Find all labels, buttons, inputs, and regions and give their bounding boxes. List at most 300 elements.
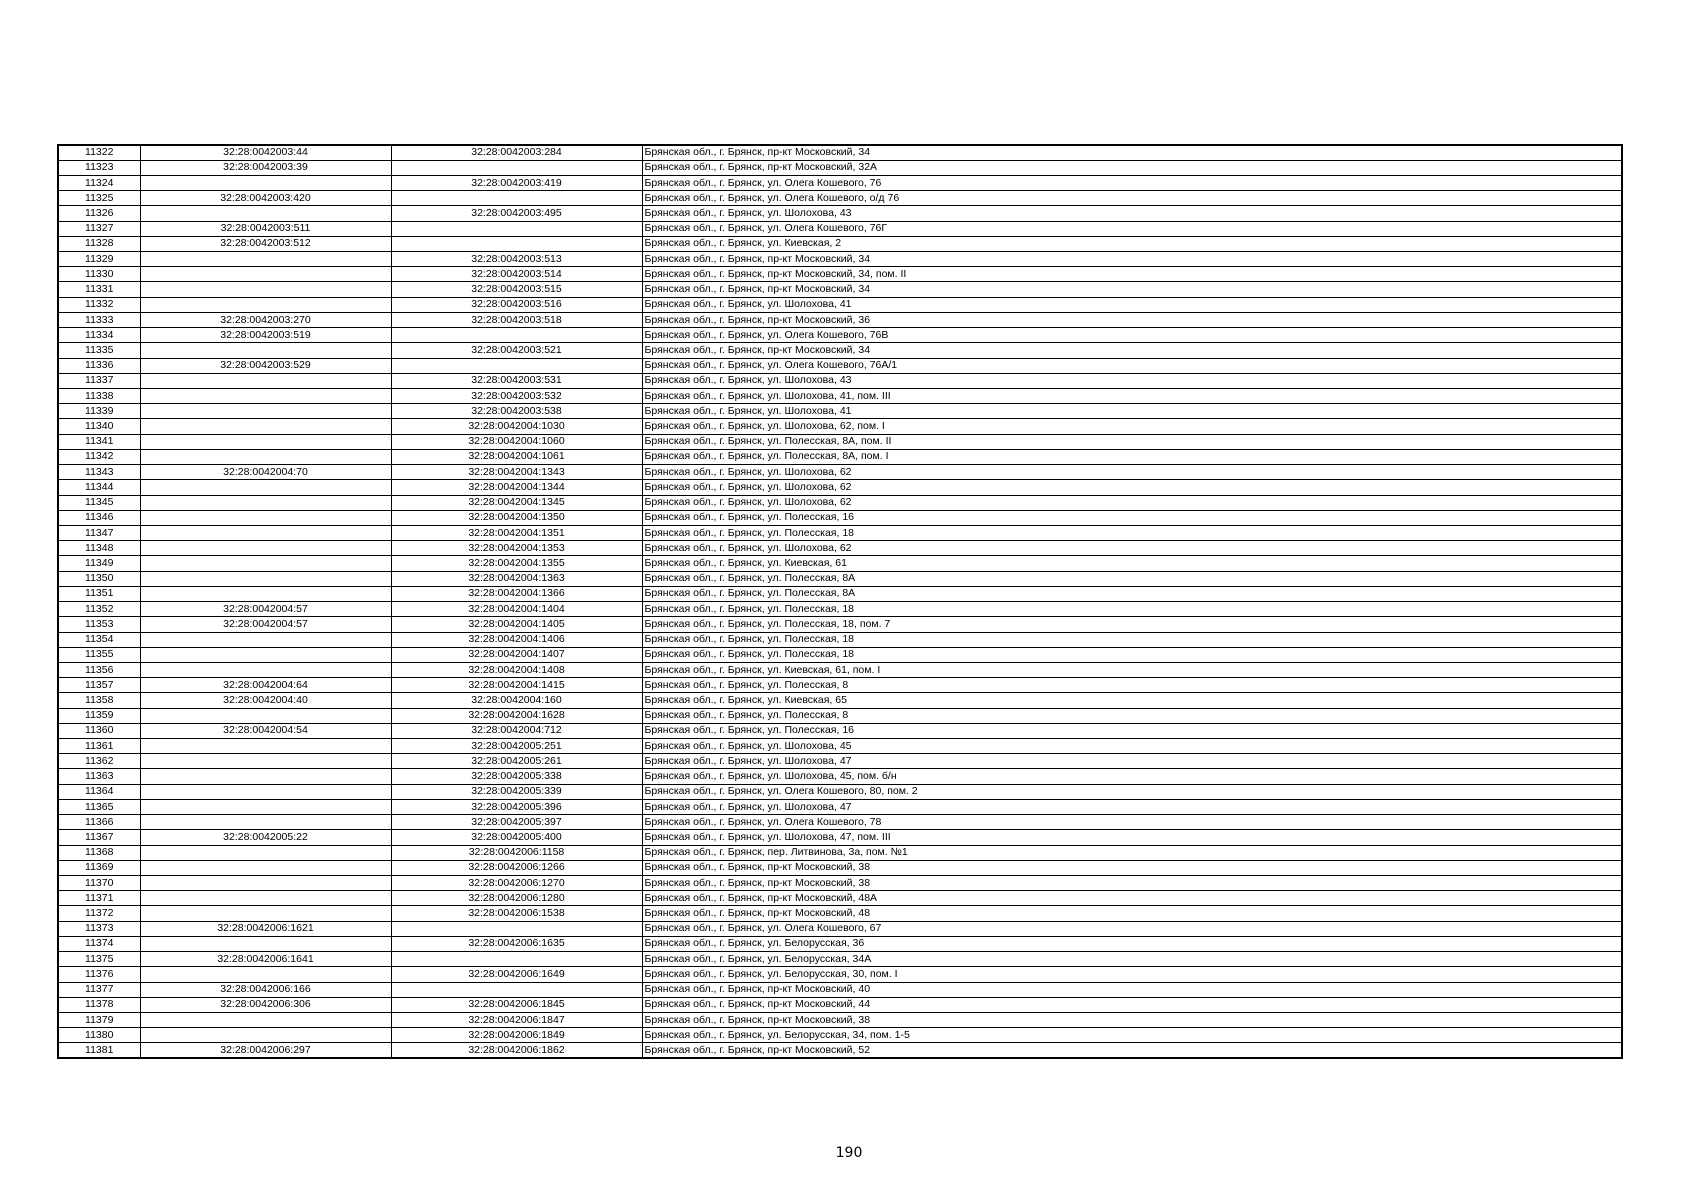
object-cadastral-number-cell: 32:28:0042004:1345 <box>391 495 642 510</box>
address-cell: Брянская обл., г. Брянск, ул. Шолохова, 62 <box>642 541 1622 556</box>
address-cell: Брянская обл., г. Брянск, ул. Полесская, 18 <box>642 632 1622 647</box>
table-row <box>58 678 1622 693</box>
object-cadastral-number-cell: 32:28:0042005:261 <box>391 754 642 769</box>
row-number-cell: 11352 <box>58 602 140 617</box>
cadastral-number-cell: 32:28:0042006:166 <box>140 982 391 997</box>
cadastral-number-cell: 32:28:0042006:297 <box>140 1043 391 1058</box>
table-row <box>58 784 1622 799</box>
table-row <box>58 252 1622 267</box>
object-cadastral-number-cell: 32:28:0042003:515 <box>391 282 642 297</box>
object-cadastral-number-cell <box>391 236 642 251</box>
table-row <box>58 952 1622 967</box>
table-row <box>58 449 1622 464</box>
address-cell: Брянская обл., г. Брянск, ул. Полесская, 18 <box>642 647 1622 662</box>
object-cadastral-number-cell: 32:28:0042004:1628 <box>391 708 642 723</box>
table-row <box>58 510 1622 525</box>
row-number-cell: 11371 <box>58 891 140 906</box>
cadastral-number-cell: 32:28:0042005:22 <box>140 830 391 845</box>
address-cell: Брянская обл., г. Брянск, ул. Олега Кошевого, 76 <box>642 175 1622 190</box>
address-cell: Брянская обл., г. Брянск, ул. Киевская, 61, пом. I <box>642 662 1622 677</box>
cadastral-number-cell <box>140 769 391 784</box>
object-cadastral-number-cell: 32:28:0042004:1408 <box>391 662 642 677</box>
cadastral-number-cell <box>140 510 391 525</box>
object-cadastral-number-cell: 32:28:0042003:284 <box>391 145 642 160</box>
object-cadastral-number-cell: 32:28:0042006:1845 <box>391 997 642 1012</box>
address-cell: Брянская обл., г. Брянск, пер. Литвинова, 3а, пом. №1 <box>642 845 1622 860</box>
object-cadastral-number-cell: 32:28:0042003:495 <box>391 206 642 221</box>
address-cell: Брянская обл., г. Брянск, пр-кт Московский, 36 <box>642 312 1622 327</box>
cadastral-number-cell: 32:28:0042004:57 <box>140 617 391 632</box>
row-number-cell: 11324 <box>58 175 140 190</box>
registry-table-body <box>58 145 1622 1058</box>
cadastral-number-cell <box>140 252 391 267</box>
cadastral-number-cell <box>140 267 391 282</box>
row-number-cell: 11350 <box>58 571 140 586</box>
cadastral-number-cell <box>140 343 391 358</box>
object-cadastral-number-cell: 32:28:0042003:532 <box>391 389 642 404</box>
table-row <box>58 525 1622 540</box>
row-number-cell: 11380 <box>58 1028 140 1043</box>
row-number-cell: 11353 <box>58 617 140 632</box>
table-row <box>58 541 1622 556</box>
table-row <box>58 556 1622 571</box>
address-cell: Брянская обл., г. Брянск, ул. Олега Кошевого, 76А/1 <box>642 358 1622 373</box>
object-cadastral-number-cell: 32:28:0042004:1404 <box>391 602 642 617</box>
row-number-cell: 11335 <box>58 343 140 358</box>
address-cell: Брянская обл., г. Брянск, ул. Шолохова, 47 <box>642 754 1622 769</box>
address-cell: Брянская обл., г. Брянск, пр-кт Московский, 34 <box>642 145 1622 160</box>
object-cadastral-number-cell: 32:28:0042006:1158 <box>391 845 642 860</box>
cadastral-number-cell: 32:28:0042004:54 <box>140 723 391 738</box>
address-cell: Брянская обл., г. Брянск, ул. Шолохова, 41, пом. III <box>642 389 1622 404</box>
address-cell: Брянская обл., г. Брянск, пр-кт Московский, 34, пом. II <box>642 267 1622 282</box>
address-cell: Брянская обл., г. Брянск, ул. Полесская, 16 <box>642 723 1622 738</box>
object-cadastral-number-cell: 32:28:0042003:538 <box>391 404 642 419</box>
row-number-cell: 11344 <box>58 480 140 495</box>
cadastral-number-cell <box>140 434 391 449</box>
cadastral-number-cell: 32:28:0042003:39 <box>140 160 391 175</box>
row-number-cell: 11369 <box>58 860 140 875</box>
cadastral-number-cell <box>140 297 391 312</box>
cadastral-number-cell <box>140 876 391 891</box>
row-number-cell: 11339 <box>58 404 140 419</box>
cadastral-number-cell <box>140 419 391 434</box>
table-row <box>58 693 1622 708</box>
table-row <box>58 815 1622 830</box>
object-cadastral-number-cell: 32:28:0042006:1862 <box>391 1043 642 1058</box>
row-number-cell: 11322 <box>58 145 140 160</box>
row-number-cell: 11349 <box>58 556 140 571</box>
table-row <box>58 799 1622 814</box>
row-number-cell: 11354 <box>58 632 140 647</box>
registry-table <box>57 144 1623 1059</box>
address-cell: Брянская обл., г. Брянск, пр-кт Московский, 38 <box>642 876 1622 891</box>
object-cadastral-number-cell: 32:28:0042005:400 <box>391 830 642 845</box>
row-number-cell: 11332 <box>58 297 140 312</box>
row-number-cell: 11323 <box>58 160 140 175</box>
table-row <box>58 982 1622 997</box>
address-cell: Брянская обл., г. Брянск, ул. Олега Кошевого, 80, пом. 2 <box>642 784 1622 799</box>
address-cell: Брянская обл., г. Брянск, ул. Полесская, 8А, пом. II <box>642 434 1622 449</box>
address-cell: Брянская обл., г. Брянск, ул. Белорусская, 34А <box>642 952 1622 967</box>
row-number-cell: 11368 <box>58 845 140 860</box>
cadastral-number-cell: 32:28:0042003:529 <box>140 358 391 373</box>
row-number-cell: 11364 <box>58 784 140 799</box>
row-number-cell: 11358 <box>58 693 140 708</box>
address-cell: Брянская обл., г. Брянск, ул. Олега Кошевого, 67 <box>642 921 1622 936</box>
row-number-cell: 11367 <box>58 830 140 845</box>
cadastral-number-cell <box>140 480 391 495</box>
row-number-cell: 11381 <box>58 1043 140 1058</box>
row-number-cell: 11330 <box>58 267 140 282</box>
row-number-cell: 11345 <box>58 495 140 510</box>
cadastral-number-cell <box>140 1028 391 1043</box>
row-number-cell: 11365 <box>58 799 140 814</box>
row-number-cell: 11346 <box>58 510 140 525</box>
row-number-cell: 11328 <box>58 236 140 251</box>
row-number-cell: 11341 <box>58 434 140 449</box>
object-cadastral-number-cell: 32:28:0042006:1538 <box>391 906 642 921</box>
address-cell: Брянская обл., г. Брянск, ул. Белорусская, 36 <box>642 936 1622 951</box>
object-cadastral-number-cell: 32:28:0042004:1061 <box>391 449 642 464</box>
table-row <box>58 967 1622 982</box>
cadastral-number-cell: 32:28:0042006:1641 <box>140 952 391 967</box>
address-cell: Брянская обл., г. Брянск, ул. Олега Кошевого, 76В <box>642 328 1622 343</box>
address-cell: Брянская обл., г. Брянск, ул. Полесская, 8 <box>642 678 1622 693</box>
address-cell: Брянская обл., г. Брянск, пр-кт Московский, 32А <box>642 160 1622 175</box>
cadastral-number-cell <box>140 373 391 388</box>
address-cell: Брянская обл., г. Брянск, ул. Полесская, 16 <box>642 510 1622 525</box>
cadastral-number-cell: 32:28:0042003:420 <box>140 191 391 206</box>
object-cadastral-number-cell: 32:28:0042006:1649 <box>391 967 642 982</box>
cadastral-number-cell <box>140 936 391 951</box>
table-row <box>58 997 1622 1012</box>
cadastral-number-cell <box>140 495 391 510</box>
cadastral-number-cell: 32:28:0042004:64 <box>140 678 391 693</box>
cadastral-number-cell <box>140 1012 391 1027</box>
row-number-cell: 11375 <box>58 952 140 967</box>
row-number-cell: 11376 <box>58 967 140 982</box>
row-number-cell: 11327 <box>58 221 140 236</box>
row-number-cell: 11360 <box>58 723 140 738</box>
table-row <box>58 1012 1622 1027</box>
object-cadastral-number-cell: 32:28:0042005:339 <box>391 784 642 799</box>
table-row <box>58 267 1622 282</box>
object-cadastral-number-cell: 32:28:0042004:1363 <box>391 571 642 586</box>
address-cell: Брянская обл., г. Брянск, ул. Шолохова, 62 <box>642 480 1622 495</box>
cadastral-number-cell: 32:28:0042004:57 <box>140 602 391 617</box>
row-number-cell: 11370 <box>58 876 140 891</box>
cadastral-number-cell <box>140 662 391 677</box>
table-row <box>58 191 1622 206</box>
cadastral-number-cell <box>140 860 391 875</box>
cadastral-number-cell <box>140 799 391 814</box>
row-number-cell: 11373 <box>58 921 140 936</box>
object-cadastral-number-cell: 32:28:0042003:419 <box>391 175 642 190</box>
object-cadastral-number-cell: 32:28:0042003:514 <box>391 267 642 282</box>
table-row <box>58 282 1622 297</box>
cadastral-number-cell: 32:28:0042004:40 <box>140 693 391 708</box>
address-cell: Брянская обл., г. Брянск, пр-кт Московский, 48А <box>642 891 1622 906</box>
row-number-cell: 11334 <box>58 328 140 343</box>
cadastral-number-cell <box>140 647 391 662</box>
row-number-cell: 11343 <box>58 465 140 480</box>
address-cell: Брянская обл., г. Брянск, пр-кт Московский, 38 <box>642 1012 1622 1027</box>
object-cadastral-number-cell: 32:28:0042006:1266 <box>391 860 642 875</box>
cadastral-number-cell <box>140 556 391 571</box>
cadastral-number-cell <box>140 541 391 556</box>
address-cell: Брянская обл., г. Брянск, ул. Олега Кошевого, 76Г <box>642 221 1622 236</box>
address-cell: Брянская обл., г. Брянск, ул. Полесская, 8А, пом. I <box>642 449 1622 464</box>
cadastral-number-cell <box>140 404 391 419</box>
object-cadastral-number-cell: 32:28:0042004:160 <box>391 693 642 708</box>
cadastral-number-cell <box>140 389 391 404</box>
row-number-cell: 11340 <box>58 419 140 434</box>
row-number-cell: 11379 <box>58 1012 140 1027</box>
table-row <box>58 876 1622 891</box>
cadastral-number-cell: 32:28:0042003:270 <box>140 312 391 327</box>
object-cadastral-number-cell: 32:28:0042004:1355 <box>391 556 642 571</box>
object-cadastral-number-cell: 32:28:0042005:397 <box>391 815 642 830</box>
table-row <box>58 1043 1622 1058</box>
cadastral-number-cell <box>140 967 391 982</box>
table-row <box>58 617 1622 632</box>
address-cell: Брянская обл., г. Брянск, ул. Шолохова, 43 <box>642 206 1622 221</box>
table-row <box>58 602 1622 617</box>
address-cell: Брянская обл., г. Брянск, ул. Шолохова, 41 <box>642 404 1622 419</box>
row-number-cell: 11361 <box>58 739 140 754</box>
object-cadastral-number-cell <box>391 921 642 936</box>
object-cadastral-number-cell: 32:28:0042004:1353 <box>391 541 642 556</box>
table-row <box>58 312 1622 327</box>
address-cell: Брянская обл., г. Брянск, пр-кт Московский, 38 <box>642 860 1622 875</box>
address-cell: Брянская обл., г. Брянск, ул. Шолохова, 45 <box>642 739 1622 754</box>
object-cadastral-number-cell: 32:28:0042004:1344 <box>391 480 642 495</box>
cadastral-number-cell <box>140 586 391 601</box>
table-row <box>58 343 1622 358</box>
address-cell: Брянская обл., г. Брянск, ул. Шолохова, 43 <box>642 373 1622 388</box>
row-number-cell: 11338 <box>58 389 140 404</box>
table-row <box>58 358 1622 373</box>
row-number-cell: 11333 <box>58 312 140 327</box>
address-cell: Брянская обл., г. Брянск, ул. Шолохова, 45, пом. б/н <box>642 769 1622 784</box>
table-row <box>58 175 1622 190</box>
table-row <box>58 708 1622 723</box>
cadastral-number-cell <box>140 906 391 921</box>
table-row <box>58 373 1622 388</box>
table-row <box>58 769 1622 784</box>
table-row <box>58 160 1622 175</box>
table-row <box>58 906 1622 921</box>
row-number-cell: 11374 <box>58 936 140 951</box>
object-cadastral-number-cell: 32:28:0042004:1366 <box>391 586 642 601</box>
address-cell: Брянская обл., г. Брянск, ул. Полесская, 18 <box>642 602 1622 617</box>
address-cell: Брянская обл., г. Брянск, ул. Шолохова, 47, пом. III <box>642 830 1622 845</box>
cadastral-number-cell <box>140 891 391 906</box>
row-number-cell: 11356 <box>58 662 140 677</box>
object-cadastral-number-cell <box>391 328 642 343</box>
cadastral-number-cell: 32:28:0042003:512 <box>140 236 391 251</box>
address-cell: Брянская обл., г. Брянск, ул. Киевская, 61 <box>642 556 1622 571</box>
address-cell: Брянская обл., г. Брянск, ул. Шолохова, 62, пом. I <box>642 419 1622 434</box>
object-cadastral-number-cell: 32:28:0042004:1060 <box>391 434 642 449</box>
table-row <box>58 495 1622 510</box>
table-row <box>58 145 1622 160</box>
table-row <box>58 830 1622 845</box>
table-row <box>58 845 1622 860</box>
row-number-cell: 11378 <box>58 997 140 1012</box>
address-cell: Брянская обл., г. Брянск, ул. Олега Кошевого, 78 <box>642 815 1622 830</box>
table-row <box>58 465 1622 480</box>
object-cadastral-number-cell: 32:28:0042003:513 <box>391 252 642 267</box>
row-number-cell: 11355 <box>58 647 140 662</box>
address-cell: Брянская обл., г. Брянск, пр-кт Московский, 34 <box>642 343 1622 358</box>
row-number-cell: 11337 <box>58 373 140 388</box>
table-row <box>58 221 1622 236</box>
row-number-cell: 11347 <box>58 525 140 540</box>
table-row <box>58 419 1622 434</box>
object-cadastral-number-cell: 32:28:0042004:1406 <box>391 632 642 647</box>
address-cell: Брянская обл., г. Брянск, пр-кт Московский, 44 <box>642 997 1622 1012</box>
object-cadastral-number-cell <box>391 982 642 997</box>
row-number-cell: 11336 <box>58 358 140 373</box>
table-row <box>58 632 1622 647</box>
row-number-cell: 11331 <box>58 282 140 297</box>
address-cell: Брянская обл., г. Брянск, ул. Киевская, 2 <box>642 236 1622 251</box>
table-row <box>58 206 1622 221</box>
object-cadastral-number-cell: 32:28:0042006:1635 <box>391 936 642 951</box>
address-cell: Брянская обл., г. Брянск, пр-кт Московский, 34 <box>642 252 1622 267</box>
address-cell: Брянская обл., г. Брянск, ул. Полесская, 8А <box>642 571 1622 586</box>
object-cadastral-number-cell: 32:28:0042003:518 <box>391 312 642 327</box>
cadastral-number-cell <box>140 449 391 464</box>
row-number-cell: 11342 <box>58 449 140 464</box>
object-cadastral-number-cell: 32:28:0042005:251 <box>391 739 642 754</box>
object-cadastral-number-cell: 32:28:0042004:1405 <box>391 617 642 632</box>
address-cell: Брянская обл., г. Брянск, ул. Полесская, 8 <box>642 708 1622 723</box>
cadastral-number-cell <box>140 282 391 297</box>
cadastral-number-cell <box>140 845 391 860</box>
cadastral-number-cell <box>140 206 391 221</box>
table-row <box>58 723 1622 738</box>
row-number-cell: 11366 <box>58 815 140 830</box>
cadastral-number-cell <box>140 571 391 586</box>
address-cell: Брянская обл., г. Брянск, ул. Полесская, 18, пом. 7 <box>642 617 1622 632</box>
object-cadastral-number-cell: 32:28:0042005:338 <box>391 769 642 784</box>
cadastral-number-cell <box>140 784 391 799</box>
object-cadastral-number-cell: 32:28:0042004:1351 <box>391 525 642 540</box>
table-row <box>58 586 1622 601</box>
object-cadastral-number-cell <box>391 160 642 175</box>
address-cell: Брянская обл., г. Брянск, ул. Киевская, 65 <box>642 693 1622 708</box>
table-row <box>58 860 1622 875</box>
object-cadastral-number-cell <box>391 358 642 373</box>
address-cell: Брянская обл., г. Брянск, пр-кт Московский, 34 <box>642 282 1622 297</box>
table-row <box>58 754 1622 769</box>
cadastral-number-cell: 32:28:0042006:1621 <box>140 921 391 936</box>
table-row <box>58 389 1622 404</box>
address-cell: Брянская обл., г. Брянск, ул. Шолохова, 41 <box>642 297 1622 312</box>
cadastral-number-cell <box>140 739 391 754</box>
cadastral-number-cell <box>140 175 391 190</box>
address-cell: Брянская обл., г. Брянск, ул. Белорусская, 34, пом. 1-5 <box>642 1028 1622 1043</box>
row-number-cell: 11325 <box>58 191 140 206</box>
table-row <box>58 404 1622 419</box>
page-number: 190 <box>835 1145 863 1161</box>
cadastral-number-cell <box>140 754 391 769</box>
object-cadastral-number-cell: 32:28:0042006:1270 <box>391 876 642 891</box>
address-cell: Брянская обл., г. Брянск, пр-кт Московский, 52 <box>642 1043 1622 1058</box>
address-cell: Брянская обл., г. Брянск, ул. Олега Кошевого, о/д 76 <box>642 191 1622 206</box>
table-row <box>58 297 1622 312</box>
object-cadastral-number-cell: 32:28:0042004:712 <box>391 723 642 738</box>
address-cell: Брянская обл., г. Брянск, ул. Шолохова, 62 <box>642 465 1622 480</box>
cadastral-number-cell: 32:28:0042003:519 <box>140 328 391 343</box>
row-number-cell: 11357 <box>58 678 140 693</box>
object-cadastral-number-cell <box>391 952 642 967</box>
table-row <box>58 1028 1622 1043</box>
table-row <box>58 739 1622 754</box>
object-cadastral-number-cell: 32:28:0042003:531 <box>391 373 642 388</box>
object-cadastral-number-cell <box>391 191 642 206</box>
row-number-cell: 11348 <box>58 541 140 556</box>
address-cell: Брянская обл., г. Брянск, ул. Белорусская, 30, пом. I <box>642 967 1622 982</box>
address-cell: Брянская обл., г. Брянск, ул. Шолохова, 47 <box>642 799 1622 814</box>
row-number-cell: 11362 <box>58 754 140 769</box>
table-row <box>58 571 1622 586</box>
table-row <box>58 921 1622 936</box>
table-row <box>58 936 1622 951</box>
table-row <box>58 328 1622 343</box>
object-cadastral-number-cell: 32:28:0042004:1415 <box>391 678 642 693</box>
table-row <box>58 662 1622 677</box>
object-cadastral-number-cell: 32:28:0042006:1847 <box>391 1012 642 1027</box>
cadastral-number-cell: 32:28:0042003:44 <box>140 145 391 160</box>
row-number-cell: 11363 <box>58 769 140 784</box>
row-number-cell: 11372 <box>58 906 140 921</box>
table-row <box>58 647 1622 662</box>
address-cell: Брянская обл., г. Брянск, пр-кт Московский, 40 <box>642 982 1622 997</box>
table-row <box>58 891 1622 906</box>
object-cadastral-number-cell: 32:28:0042004:1350 <box>391 510 642 525</box>
object-cadastral-number-cell <box>391 221 642 236</box>
object-cadastral-number-cell: 32:28:0042006:1280 <box>391 891 642 906</box>
table-row <box>58 236 1622 251</box>
table-row <box>58 480 1622 495</box>
object-cadastral-number-cell: 32:28:0042003:521 <box>391 343 642 358</box>
object-cadastral-number-cell: 32:28:0042004:1030 <box>391 419 642 434</box>
cadastral-number-cell: 32:28:0042006:306 <box>140 997 391 1012</box>
table-row <box>58 434 1622 449</box>
address-cell: Брянская обл., г. Брянск, ул. Полесская, 8А <box>642 586 1622 601</box>
cadastral-number-cell <box>140 525 391 540</box>
row-number-cell: 11351 <box>58 586 140 601</box>
cadastral-number-cell <box>140 815 391 830</box>
cadastral-number-cell: 32:28:0042004:70 <box>140 465 391 480</box>
cadastral-number-cell <box>140 632 391 647</box>
row-number-cell: 11359 <box>58 708 140 723</box>
cadastral-number-cell <box>140 708 391 723</box>
object-cadastral-number-cell: 32:28:0042006:1849 <box>391 1028 642 1043</box>
object-cadastral-number-cell: 32:28:0042005:396 <box>391 799 642 814</box>
row-number-cell: 11377 <box>58 982 140 997</box>
cadastral-number-cell: 32:28:0042003:511 <box>140 221 391 236</box>
row-number-cell: 11329 <box>58 252 140 267</box>
address-cell: Брянская обл., г. Брянск, ул. Шолохова, 62 <box>642 495 1622 510</box>
object-cadastral-number-cell: 32:28:0042004:1407 <box>391 647 642 662</box>
address-cell: Брянская обл., г. Брянск, пр-кт Московский, 48 <box>642 906 1622 921</box>
object-cadastral-number-cell: 32:28:0042003:516 <box>391 297 642 312</box>
